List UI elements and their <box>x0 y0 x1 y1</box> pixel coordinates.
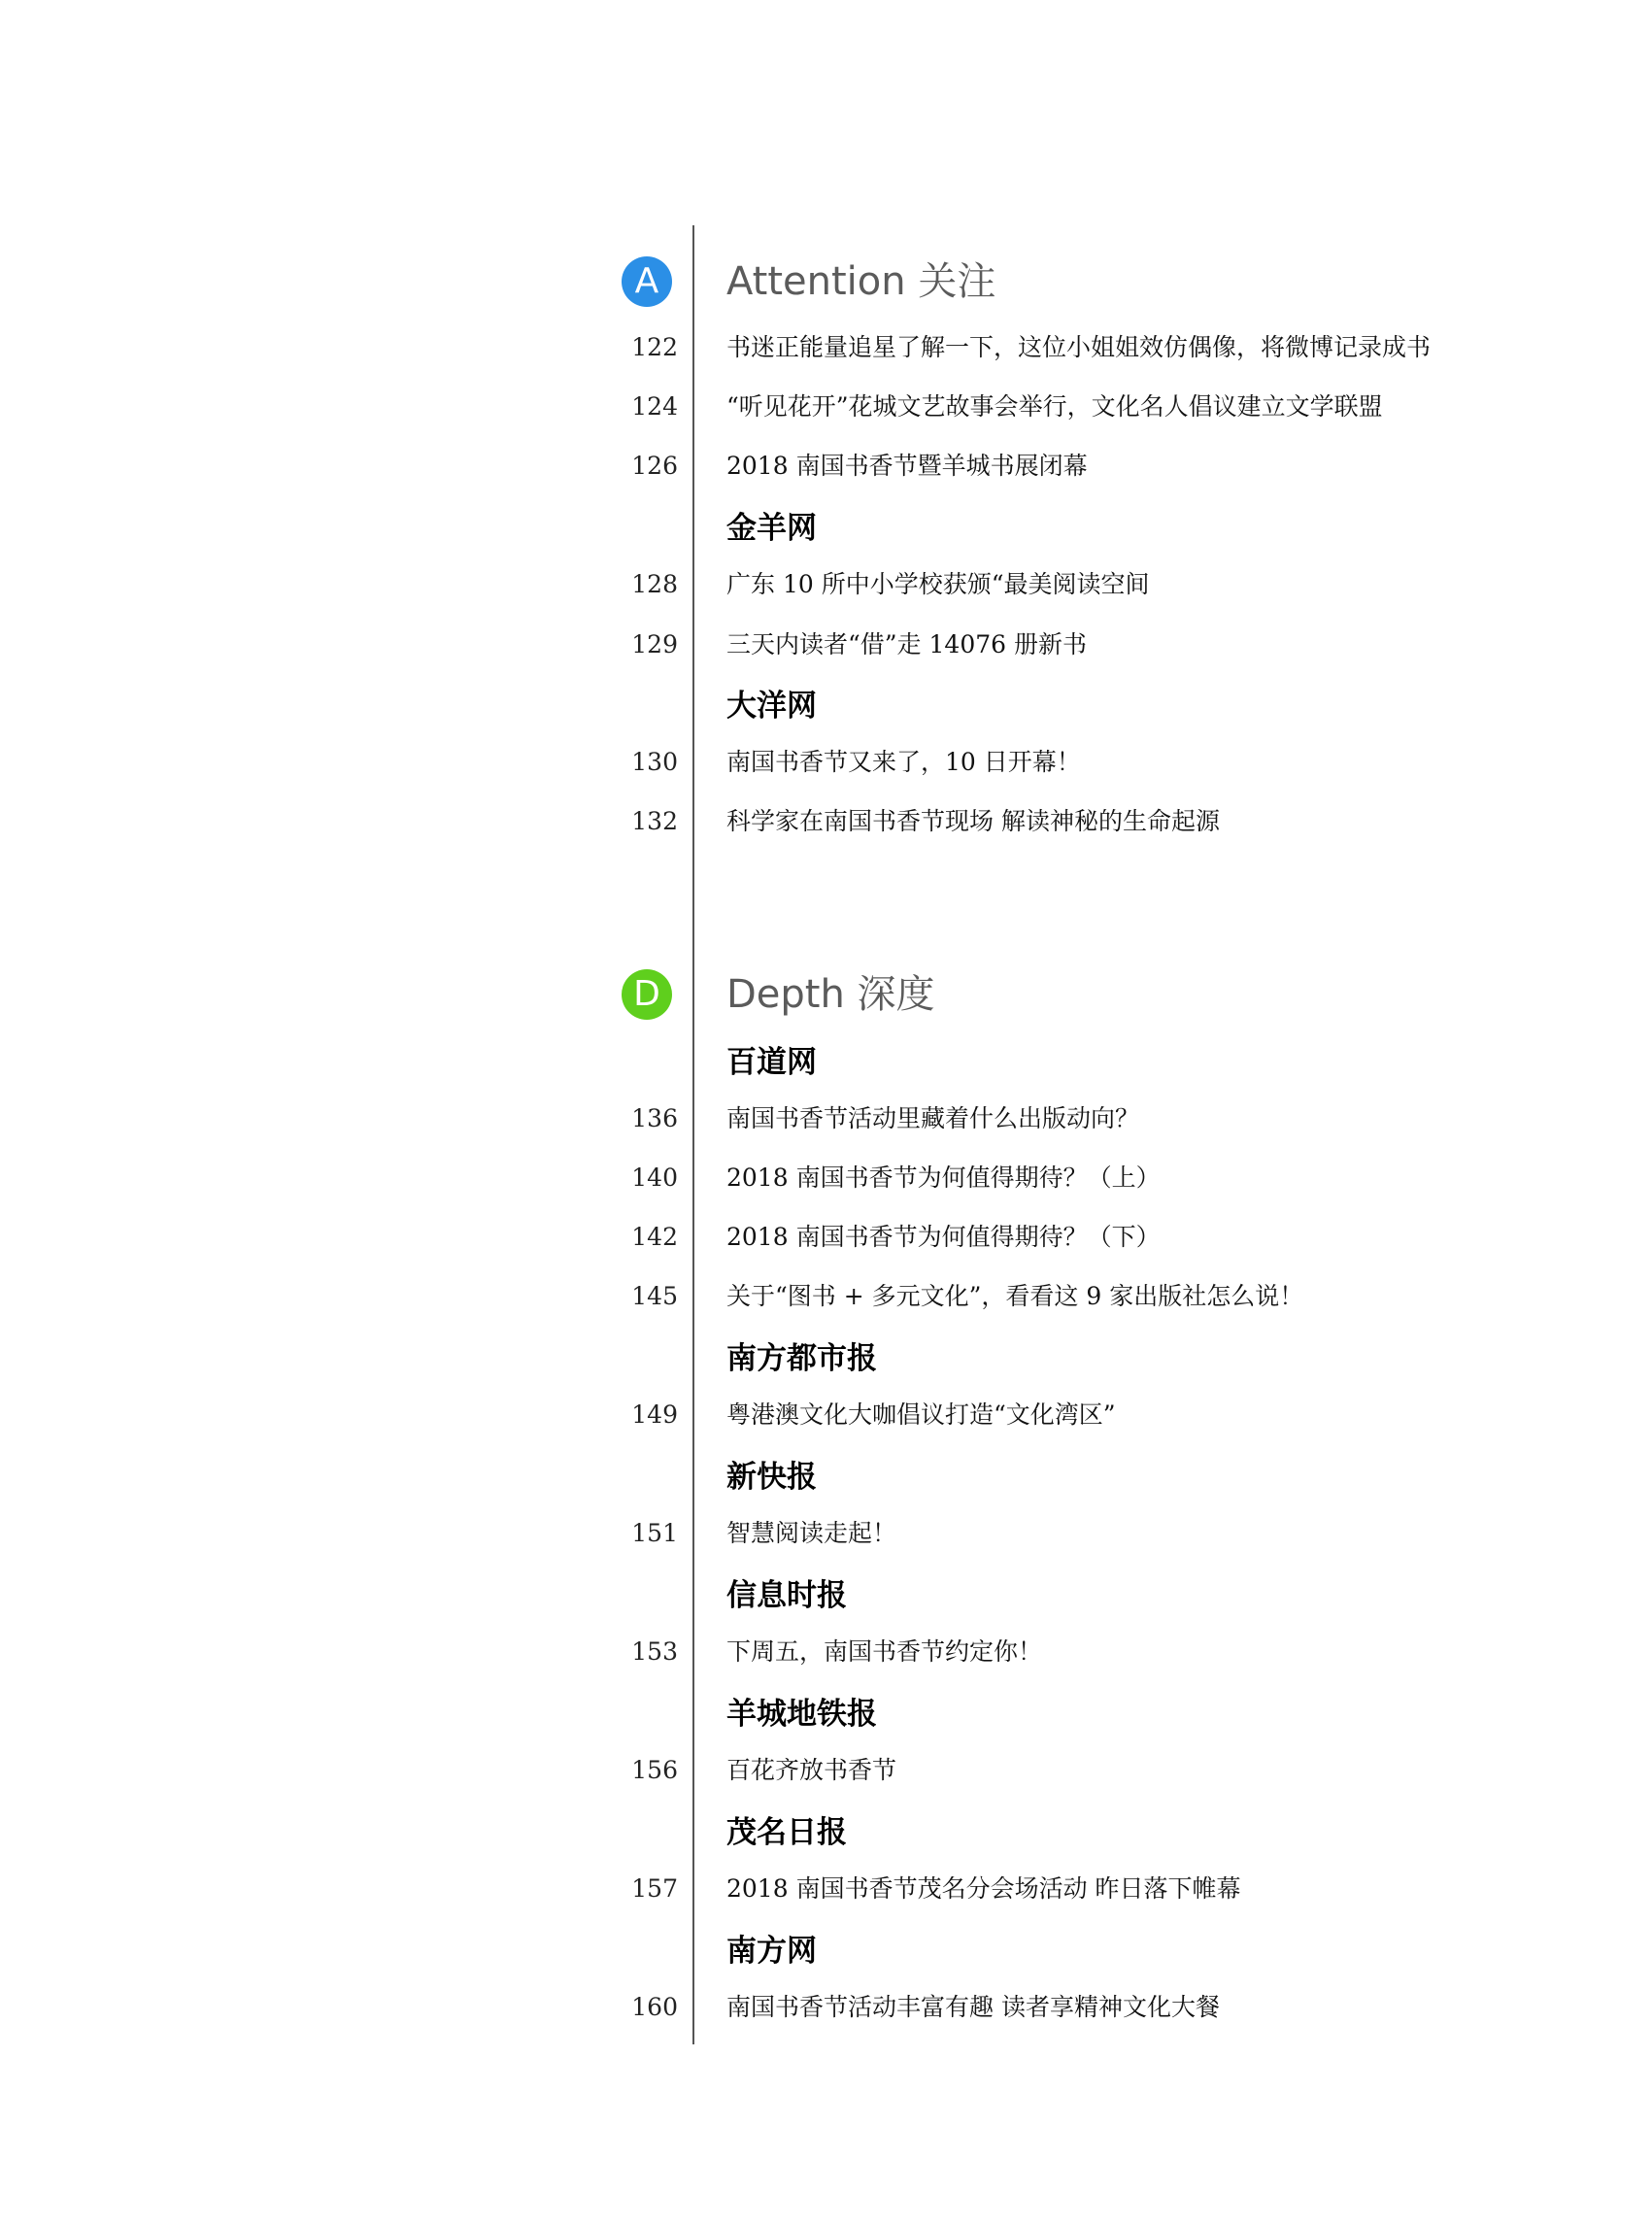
toc-entry[interactable] <box>0 1516 1652 1555</box>
page-number: 151 <box>631 1519 678 1547</box>
page-number: 140 <box>631 1164 678 1192</box>
page-number: 130 <box>631 748 678 776</box>
entry-title: 关于“图书 + 多元文化”，看看这 9 家出版社怎么说！ <box>726 1282 1304 1310</box>
page-number: 122 <box>631 333 678 361</box>
entry-title: 智慧阅读走起！ <box>726 1519 897 1547</box>
toc-entry[interactable] <box>0 627 1652 666</box>
page-number: 145 <box>631 1282 678 1310</box>
page-number: 136 <box>631 1104 678 1132</box>
toc-entry[interactable] <box>0 745 1652 784</box>
toc-entry[interactable] <box>0 1635 1652 1673</box>
entry-title: 三天内读者“借”走 14076 册新书 <box>726 630 1087 658</box>
entry-title: 南国书香节又来了，10 日开幕！ <box>726 748 1081 776</box>
source-heading: 羊城地铁报 <box>726 1697 877 1732</box>
page-number: 132 <box>631 807 678 835</box>
toc-entry[interactable] <box>0 567 1652 606</box>
toc-entry[interactable] <box>0 1872 1652 1910</box>
section-header-depth <box>0 969 1652 1031</box>
entry-title: “听见花开”花城文艺故事会举行，文化名人倡议建立文学联盟 <box>726 392 1383 421</box>
entry-title: 下周五，南国书香节约定你！ <box>726 1637 1043 1666</box>
page-number: 153 <box>631 1637 678 1666</box>
entry-title: 书迷正能量追星了解一下，这位小姐姐效仿偶像，将微博记录成书 <box>726 333 1432 361</box>
toc-entry[interactable] <box>0 804 1652 843</box>
entry-title: 2018 南国书香节茂名分会场活动 昨日落下帷幕 <box>726 1874 1241 1903</box>
page-number: 126 <box>631 452 678 480</box>
toc-entry[interactable] <box>0 449 1652 488</box>
source-heading: 百道网 <box>726 1045 817 1080</box>
toc-entry[interactable] <box>0 1753 1652 1792</box>
entry-title: 2018 南国书香节暨羊城书展闭幕 <box>726 452 1088 480</box>
toc-entry[interactable] <box>0 1220 1652 1259</box>
source-heading: 信息时报 <box>726 1578 847 1613</box>
entry-title: 百花齐放书香节 <box>726 1756 897 1784</box>
toc-entry[interactable] <box>0 1101 1652 1140</box>
page-number: 156 <box>631 1756 678 1784</box>
section-badge-d: D <box>622 969 672 1020</box>
section-badge-a: A <box>622 256 672 307</box>
page-number: 149 <box>631 1400 678 1429</box>
source-heading: 南方网 <box>726 1934 817 1969</box>
entry-title: 南国书香节活动丰富有趣 读者享精神文化大餐 <box>726 1993 1220 2021</box>
source-heading: 南方都市报 <box>726 1341 877 1376</box>
source-heading: 大洋网 <box>726 689 817 724</box>
entry-title: 广东 10 所中小学校获颁“最美阅读空间 <box>726 570 1150 598</box>
section-title-attention: Attention 关注 <box>726 259 996 304</box>
page-number: 160 <box>631 1993 678 2021</box>
source-heading: 茂名日报 <box>726 1815 847 1850</box>
toc-entry[interactable] <box>0 1990 1652 2029</box>
entry-title: 科学家在南国书香节现场 解读神秘的生命起源 <box>726 807 1220 835</box>
toc-entry[interactable] <box>0 1279 1652 1318</box>
page-number: 142 <box>631 1223 678 1251</box>
toc-entry[interactable] <box>0 330 1652 369</box>
toc-entry[interactable] <box>0 389 1652 428</box>
page-number: 157 <box>631 1874 678 1903</box>
page-number: 128 <box>631 570 678 598</box>
section-title-depth: Depth 深度 <box>726 972 935 1017</box>
entry-title: 2018 南国书香节为何值得期待？（上） <box>726 1164 1161 1192</box>
page-number: 124 <box>631 392 678 421</box>
source-heading: 新快报 <box>726 1460 817 1495</box>
page-number: 129 <box>631 630 678 658</box>
section-header-attention <box>0 256 1652 319</box>
source-heading: 金羊网 <box>726 511 817 546</box>
entry-title: 南国书香节活动里藏着什么出版动向？ <box>726 1104 1140 1132</box>
entry-title: 2018 南国书香节为何值得期待？（下） <box>726 1223 1161 1251</box>
toc-entry[interactable] <box>0 1161 1652 1199</box>
entry-title: 粤港澳文化大咖倡议打造“文化湾区” <box>726 1400 1116 1429</box>
toc-entry[interactable] <box>0 1398 1652 1436</box>
